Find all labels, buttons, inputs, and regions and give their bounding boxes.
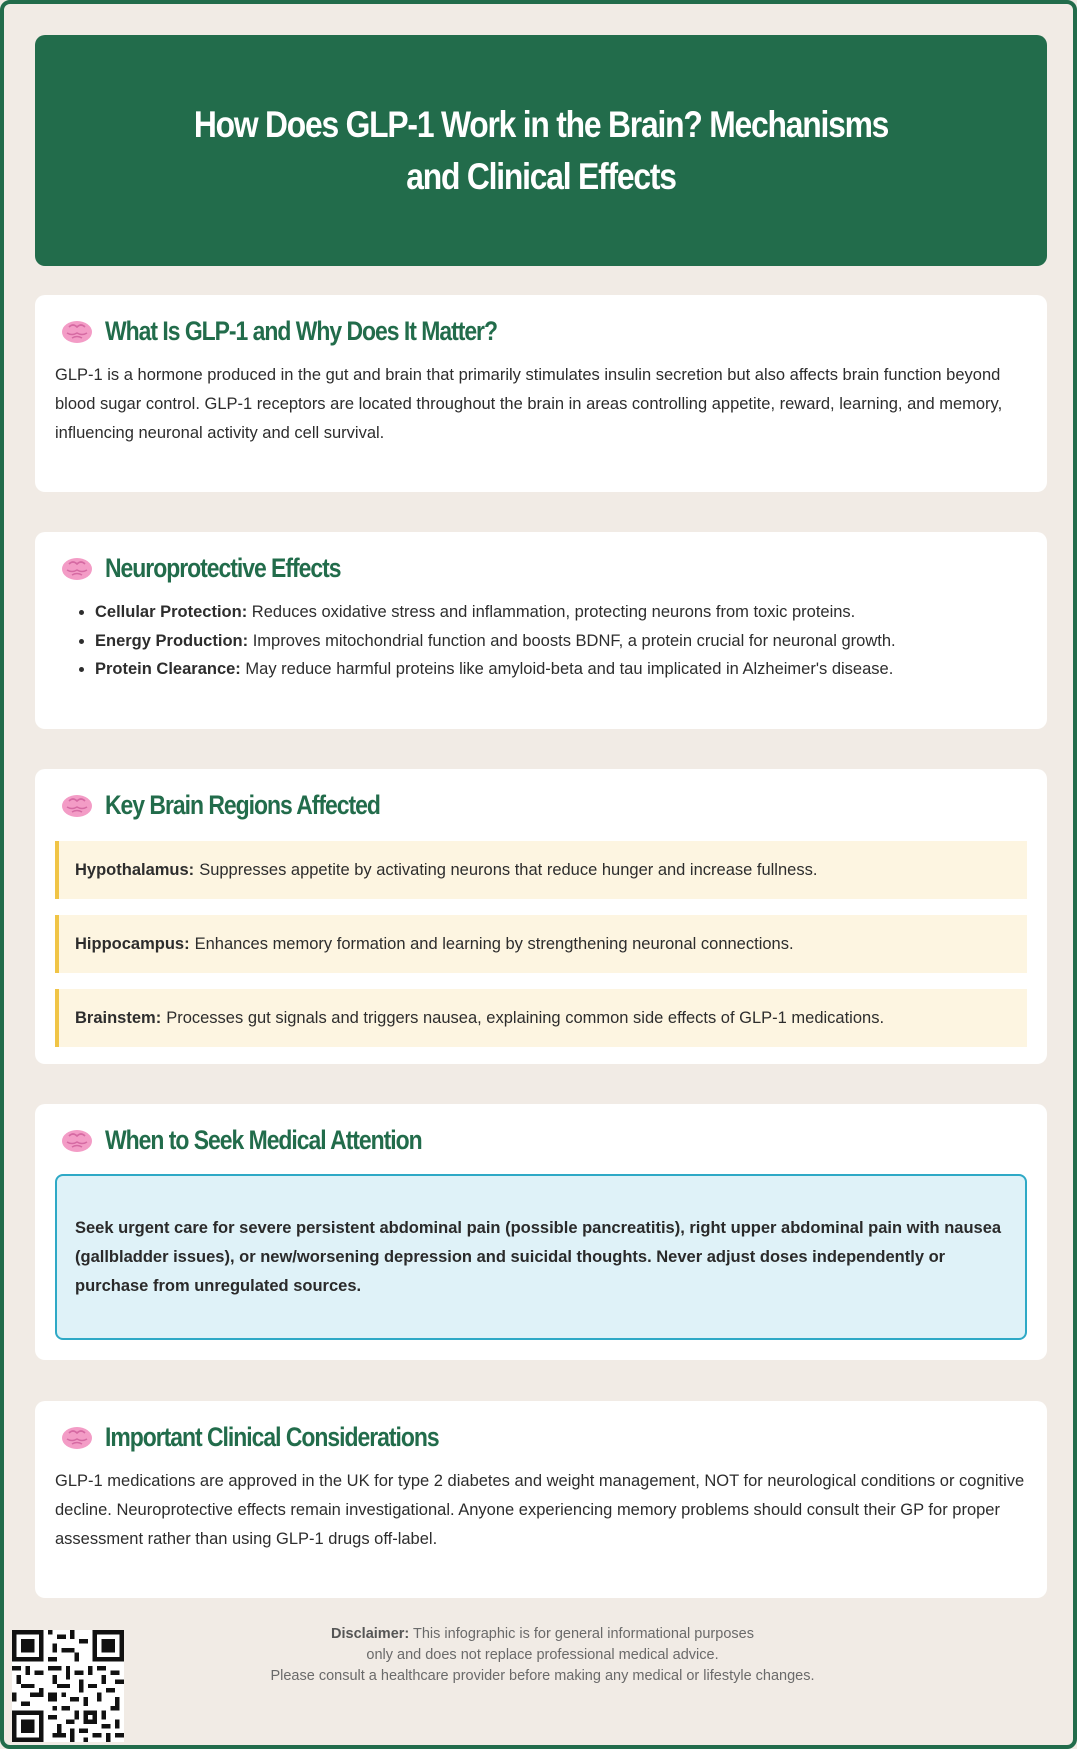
section-header: [55, 1417, 1027, 1457]
brain-icon: [57, 785, 97, 825]
section-brain-regions: [35, 769, 1047, 1064]
section-heading: Neuroprotective Effects: [105, 552, 341, 583]
brain-icon: [57, 1120, 97, 1160]
section-neuroprotective: [35, 532, 1047, 729]
region-brainstem: [55, 989, 1027, 1047]
region-term: Brainstem:: [75, 1008, 162, 1027]
section-medical-attention: [35, 1104, 1047, 1360]
list-item: [95, 598, 1027, 627]
title-banner: [35, 35, 1047, 266]
disclaimer-line-1: This infographic is for general informational purposes: [413, 1626, 754, 1642]
list-item-term: Protein Clearance:: [95, 660, 241, 678]
list-item-text: Improves mitochondrial function and boosts BDNF, a protein crucial for neuronal growth.: [252, 631, 896, 650]
list-item-text: Reduces oxidative stress and inflammation, protecting neurons from toxic proteins.: [251, 603, 856, 621]
disclaimer: [4, 1624, 1077, 1687]
brain-icon: [57, 311, 97, 351]
list-item-term: Energy Production:: [95, 631, 249, 650]
disclaimer-line-2: only and does not replace professional medical advice.: [366, 1647, 719, 1663]
brain-icon: [57, 1417, 97, 1457]
warning-box: [55, 1174, 1027, 1340]
section-text: GLP-1 is a hormone produced in the gut and brain that primarily stimulates insulin secretion but also affects brain function beyond blood sugar control. GLP-1 receptors are located throughout the brain in areas controlling appetite, reward, learning, and memory, influencing neuronal activity and cell survival.: [55, 366, 1003, 442]
section-clinical-considerations: [35, 1401, 1047, 1598]
section-heading: When to Seek Medical Attention: [105, 1124, 422, 1155]
section-header: [55, 1120, 1027, 1160]
region-term: Hippocampus:: [75, 934, 190, 953]
region-hypothalamus: [55, 841, 1027, 899]
list-item-term: Cellular Protection:: [95, 603, 248, 621]
disclaimer-line-3: Please consult a healthcare provider before making any medical or lifestyle changes.: [270, 1668, 815, 1684]
brain-icon: [57, 548, 97, 588]
region-hippocampus: [55, 915, 1027, 973]
list-item: [95, 655, 1027, 684]
section-heading: Key Brain Regions Affected: [105, 789, 380, 820]
section-heading: What Is GLP-1 and Why Does It Matter?: [105, 315, 497, 346]
section-header: [55, 785, 1027, 825]
list-item-text: May reduce harmful proteins like amyloid-beta and tau implicated in Alzheimer's disease.: [245, 660, 894, 678]
section-text: GLP-1 medications are approved in the UK for type 2 diabetes and weight management, NOT for neurological conditions or cognitive decline. Neuroprotective effects remain investigational. Anyone experiencing memory problems should consult their GP for proper assessment rather than using GLP-1 drugs off-label.: [55, 1472, 1025, 1548]
section-what-is-glp1: [35, 295, 1047, 492]
page-title: How Does GLP-1 Work in the Brain? Mechanisms and Clinical Effects: [193, 103, 889, 197]
region-text: Enhances memory formation and learning by strengthening neuronal connections.: [194, 934, 794, 953]
warning-text: Seek urgent care for severe persistent abdominal pain (possible pancreatitis), right upper abdominal pain with nausea (gallbladder issues), or new/worsening depression and suicidal thoughts. Never adjust doses independently or purchase from unregulated sources.: [75, 1218, 1002, 1295]
section-header: [55, 548, 1027, 588]
section-header: [55, 311, 1027, 351]
disclaimer-label: Disclaimer:: [331, 1626, 410, 1642]
section-heading: Important Clinical Considerations: [105, 1421, 439, 1452]
neuroprotective-list: [55, 598, 1027, 684]
region-text: Suppresses appetite by activating neurons that reduce hunger and increase fullness.: [199, 860, 818, 879]
region-text: Processes gut signals and triggers nausea, explaining common side effects of GLP-1 medications.: [166, 1008, 885, 1027]
list-item: [95, 627, 1027, 656]
region-term: Hypothalamus:: [75, 860, 195, 879]
